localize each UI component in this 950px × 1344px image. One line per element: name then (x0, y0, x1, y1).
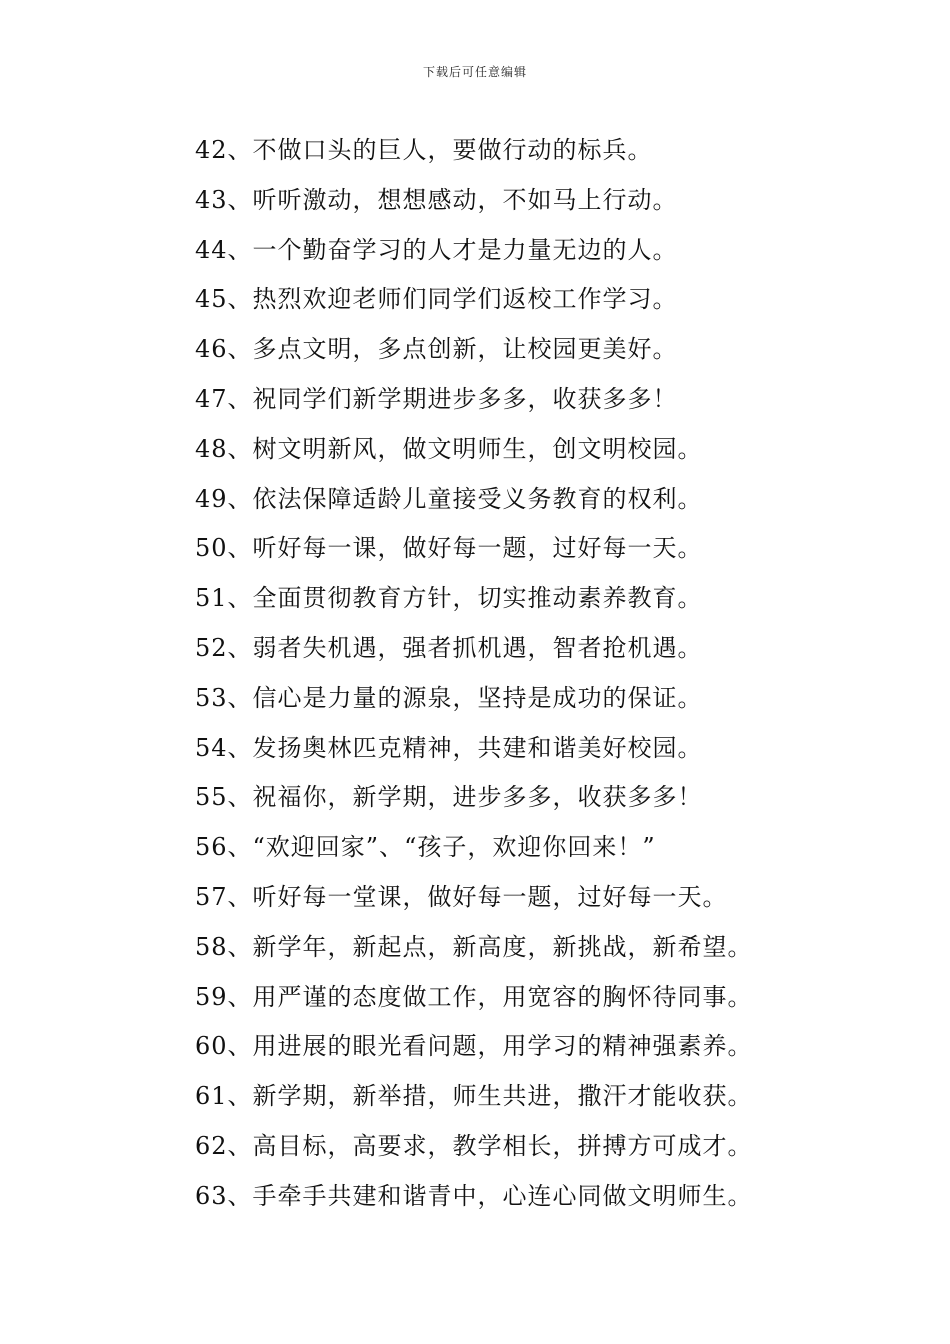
page-header: 下载后可任意编辑 (422, 65, 527, 79)
list-item: 52、弱者失机遇，强者抓机遇，智者抢机遇。 (195, 633, 703, 662)
list-item: 53、信心是力量的源泉，坚持是成功的保证。 (195, 683, 703, 712)
list-item: 49、依法保障适龄儿童接受义务教育的权利。 (195, 484, 703, 513)
list-item: 55、祝福你，新学期，进步多多，收获多多！ (195, 783, 703, 812)
list-item: 57、听好每一堂课，做好每一题，过好每一天。 (195, 882, 728, 911)
list-item: 58、新学年，新起点，新高度，新挑战，新希望。 (195, 932, 753, 961)
list-item: 47、祝同学们新学期进步多多，收获多多！ (195, 384, 678, 413)
list-item: 50、听好每一课，做好每一题，过好每一天。 (195, 534, 703, 563)
list-item: 45、热烈欢迎老师们同学们返校工作学习。 (195, 285, 678, 314)
list-item: 60、用进展的眼光看问题，用学习的精神强素养。 (195, 1032, 753, 1061)
list-item: 44、一个勤奋学习的人才是力量无边的人。 (195, 235, 678, 264)
list-item: 46、多点文明，多点创新，让校园更美好。 (195, 335, 678, 364)
list-item: 51、全面贯彻教育方针，切实推动素养教育。 (195, 584, 703, 613)
list-item: 48、树文明新风，做文明师生，创文明校园。 (195, 434, 703, 463)
list-item: 54、发扬奥林匹克精神，共建和谐美好校园。 (195, 733, 703, 762)
slogan-list (195, 130, 815, 1226)
list-item: 42、不做口头的巨人，要做行动的标兵。 (195, 136, 653, 164)
list-item: 63、手牵手共建和谐青中，心连心同做文明师生。 (195, 1181, 753, 1210)
list-item: 59、用严谨的态度做工作，用宽容的胸怀待同事。 (195, 982, 753, 1011)
list-item: 61、新学期，新举措，师生共进，撒汗才能收获。 (195, 1082, 753, 1111)
list-item: 56、“欢迎回家”、“孩子，欢迎你回来！” (195, 833, 656, 862)
list-item: 62、高目标，高要求，教学相长，拼搏方可成才。 (195, 1131, 753, 1160)
list-item: 43、听听激动，想想感动，不如马上行动。 (195, 185, 678, 214)
